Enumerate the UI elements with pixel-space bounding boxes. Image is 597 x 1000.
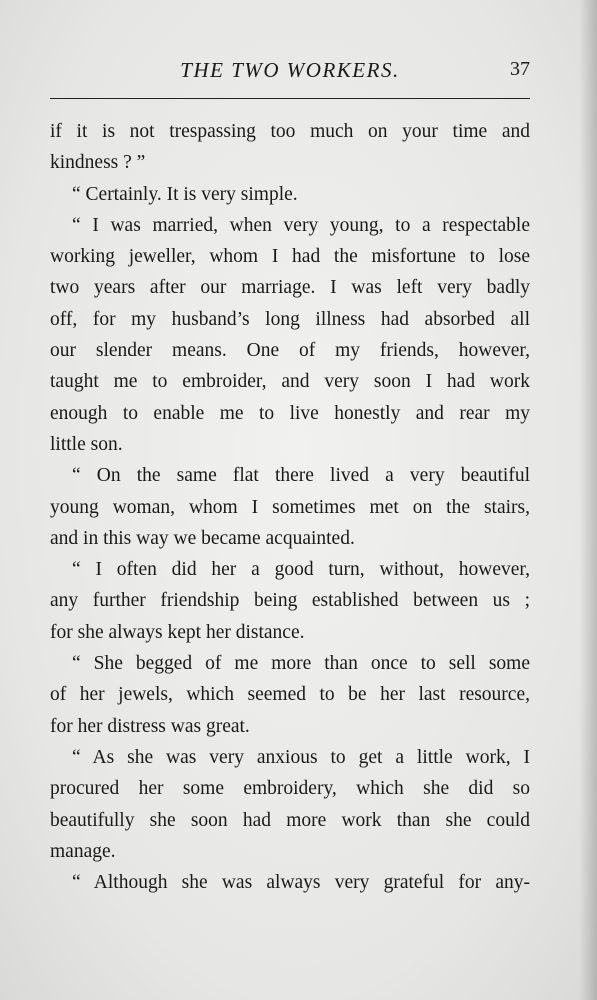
text-line: little son.: [50, 433, 123, 455]
text-line: “ Certainly. It is very simple.: [72, 183, 298, 205]
text-line: kindness ? ”: [50, 152, 146, 174]
text-line: working jeweller, whom I had the misfortune to lose: [50, 246, 530, 268]
text-line: our slender means. One of my friends, however,: [50, 340, 530, 362]
text-line: of her jewels, which seemed to be her last resource,: [50, 684, 530, 706]
text-line: off, for my husband’s long illness had absorbed all: [50, 308, 530, 330]
page-header: [50, 58, 530, 90]
text-line: for her distress was great.: [50, 715, 250, 737]
text-line: taught me to embroider, and very soon I had work: [50, 371, 530, 393]
text-line: enough to enable me to live honestly and rear my: [50, 402, 530, 424]
text-line: beautifully she soon had more work than she could: [50, 809, 530, 831]
text-line: “ Although she was always very grateful for any-: [72, 872, 530, 894]
text-line: “ I often did her a good turn, without, however,: [72, 559, 530, 581]
text-line: “ As she was very anxious to get a little work, I: [72, 746, 530, 768]
header-rule: [50, 98, 530, 99]
text-line: any further friendship being established between us ;: [50, 590, 530, 612]
running-title: THE TWO WORKERS.: [180, 58, 400, 82]
page-number: 37: [510, 58, 530, 80]
page-gutter-shadow: [579, 0, 597, 1000]
text-line: and in this way we became acquainted.: [50, 527, 355, 549]
text-line: manage.: [50, 840, 116, 862]
text-line: young woman, whom I sometimes met on the stairs,: [50, 496, 530, 518]
text-line: for she always kept her distance.: [50, 621, 305, 643]
text-line: if it is not trespassing too much on your time and: [50, 121, 530, 142]
text-line: procured her some embroidery, which she did so: [50, 778, 530, 800]
body-text: [50, 116, 530, 898]
text-line: “ On the same flat there lived a very beautiful: [72, 465, 530, 487]
text-line: “ She begged of me more than once to sell some: [72, 653, 530, 675]
text-line: “ I was married, when very young, to a respectable: [72, 214, 530, 236]
text-line: two years after our marriage. I was left very badly: [50, 277, 530, 299]
